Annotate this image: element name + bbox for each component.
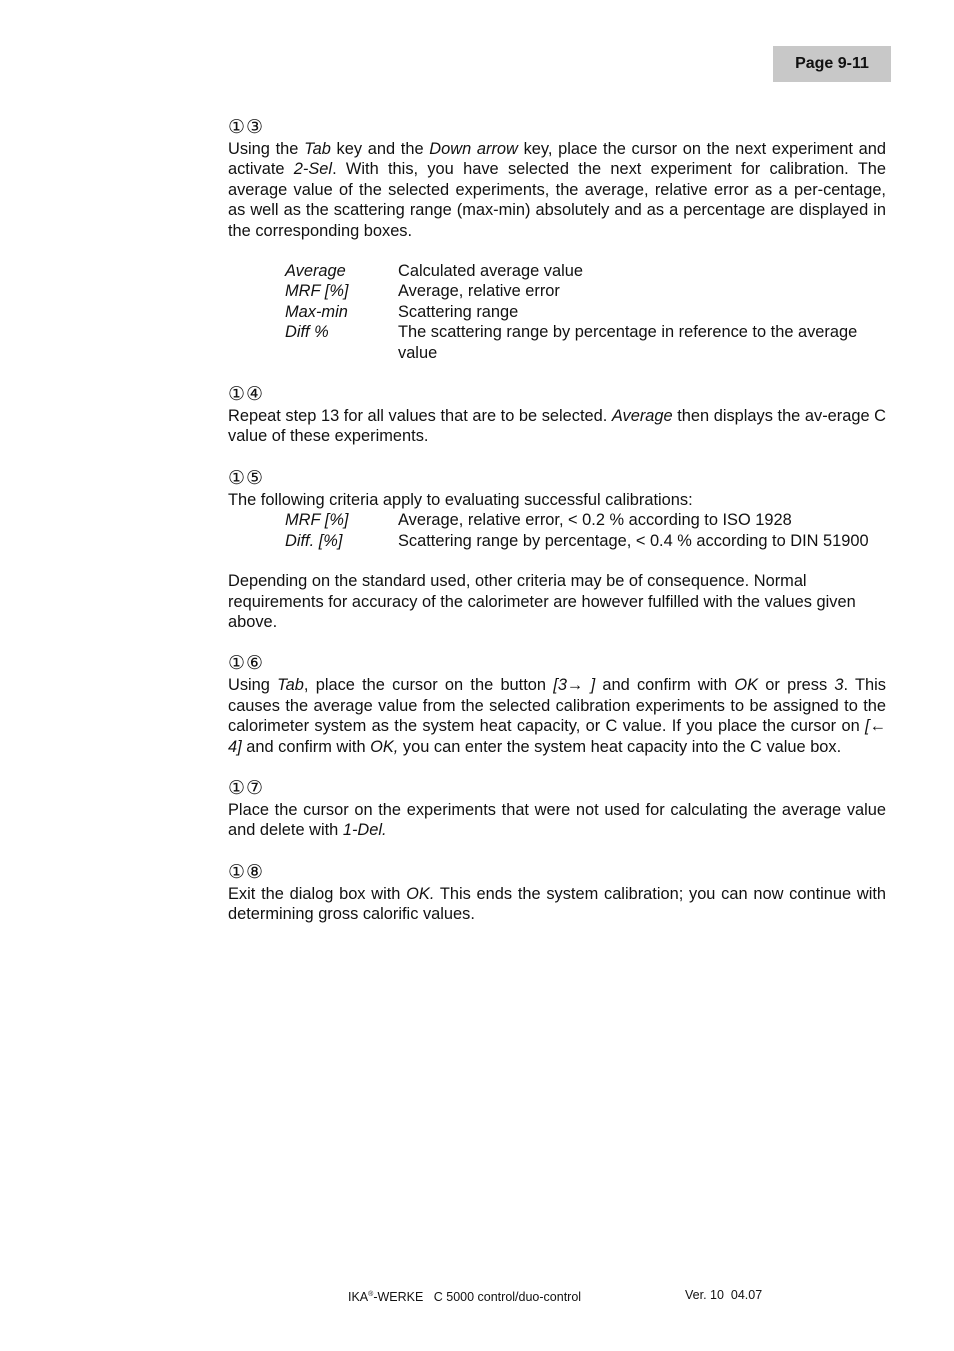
key-name-tab: Tab	[304, 140, 331, 158]
text-run: key and the	[330, 140, 430, 158]
definition-term: Average	[285, 262, 346, 281]
text-run: . This causes the average value from the selected calibration experiments to be assigned to the calorimeter system as the system heat capacity, or C value. If you place the cursor on	[228, 676, 886, 736]
footer-product-name: -WERKE C 5000 control/duo-control	[373, 1290, 582, 1304]
definition-desc: Calculated average value	[398, 262, 583, 281]
criteria-term: Diff. [%]	[285, 531, 343, 550]
step-18	[228, 861, 886, 925]
key-name-3: 3	[834, 676, 844, 695]
definition-row	[285, 261, 886, 281]
criteria-desc: Scattering range by percentage, < 0.4 % according to DIN 51900	[398, 531, 869, 550]
text-run: or press	[758, 676, 835, 695]
text-run: key, place the cursor on the next experiment and activate	[228, 140, 886, 179]
step-number: ①⑧	[228, 860, 265, 883]
criteria-term: MRF [%]	[285, 511, 349, 530]
key-name-ok: OK,	[370, 737, 399, 756]
field-name-average: Average	[611, 407, 673, 426]
footer-product	[348, 1287, 581, 1305]
step-17-paragraph	[228, 800, 886, 841]
text-run: Place the cursor on the experiments that were not used for calculating the average value and delete with	[228, 800, 886, 840]
step-17	[228, 777, 886, 841]
step-number: ①⑤	[228, 466, 265, 489]
text-run: Using the	[228, 140, 305, 158]
registered-mark: ®	[368, 1291, 374, 1298]
text-run: , place the cursor on the button	[303, 676, 554, 695]
footer-version: Ver. 10 04.07	[685, 1288, 763, 1302]
page-number-badge: Page 9-11	[773, 46, 891, 82]
step-16	[228, 652, 886, 757]
definition-term: MRF [%]	[285, 282, 349, 301]
definition-term: Diff %	[285, 323, 329, 342]
command-1-del: 1-Del.	[342, 821, 387, 840]
text-run: Exit the dialog box with	[228, 884, 407, 903]
key-name-ok: OK	[734, 676, 759, 695]
step-16-paragraph	[228, 675, 886, 757]
criteria-row	[285, 531, 886, 551]
step-14-paragraph	[228, 406, 886, 447]
button-name-left-4: [← 4]	[228, 717, 886, 756]
text-run: you can enter the system heat capacity into the C value box.	[398, 737, 842, 756]
text-run: Using	[228, 676, 278, 695]
key-name-tab: Tab	[277, 676, 304, 695]
text-run: and confirm with	[595, 676, 735, 695]
command-2-sel: 2-Sel	[293, 160, 333, 179]
text-run: Repeat step 13 for all values that are to be selected.	[228, 407, 612, 426]
criteria-list	[285, 510, 886, 551]
step-15	[228, 467, 886, 632]
text-run: . With this, you have selected the next experiment for calibration. The average value of the selected experiments, the average, relative error as a per-centage, as well as the scattering range (max-min) absolutely and as a percentage are displayed in the corresponding boxes.	[228, 160, 886, 240]
step-number: ①④	[228, 383, 265, 406]
criteria-note: Depending on the standard used, other criteria may be of consequence. Normal requirements for accuracy of the calorimeter are however fulfilled with the values given above.	[228, 572, 856, 631]
key-name-ok: OK.	[406, 884, 435, 903]
criteria-row	[285, 510, 886, 530]
footer-brand: IKA	[348, 1290, 369, 1304]
step-number: ①⑦	[228, 776, 265, 799]
step-number: ①⑥	[228, 652, 265, 675]
definition-list	[285, 261, 886, 363]
document-body	[228, 116, 886, 925]
step-13	[228, 116, 886, 363]
button-name-3-right: [3→ ]	[553, 676, 596, 695]
step-14	[228, 383, 886, 447]
criteria-intro: The following criteria apply to evaluating successful calibrations:	[228, 490, 693, 509]
definition-desc: Average, relative error	[398, 282, 560, 301]
key-name-down-arrow: Down arrow	[429, 140, 518, 158]
definition-row	[285, 281, 886, 301]
definition-term: Max-min	[285, 302, 348, 321]
step-18-paragraph	[228, 884, 886, 925]
step-13-paragraph	[228, 139, 886, 241]
definition-row	[285, 322, 886, 363]
text-run: This ends the system calibration; you can now continue with determining gross calorific values.	[228, 884, 887, 924]
step-number: ①③	[228, 116, 265, 138]
criteria-desc: Average, relative error, < 0.2 % according to ISO 1928	[398, 511, 792, 530]
page-footer	[0, 1287, 954, 1303]
text-run: and confirm with	[241, 737, 371, 756]
definition-desc: The scattering range by percentage in reference to the average value	[398, 323, 858, 362]
definition-desc: Scattering range	[398, 302, 519, 321]
text-run: then displays the av-erage C value of these experiments.	[228, 407, 886, 446]
definition-row	[285, 302, 886, 322]
